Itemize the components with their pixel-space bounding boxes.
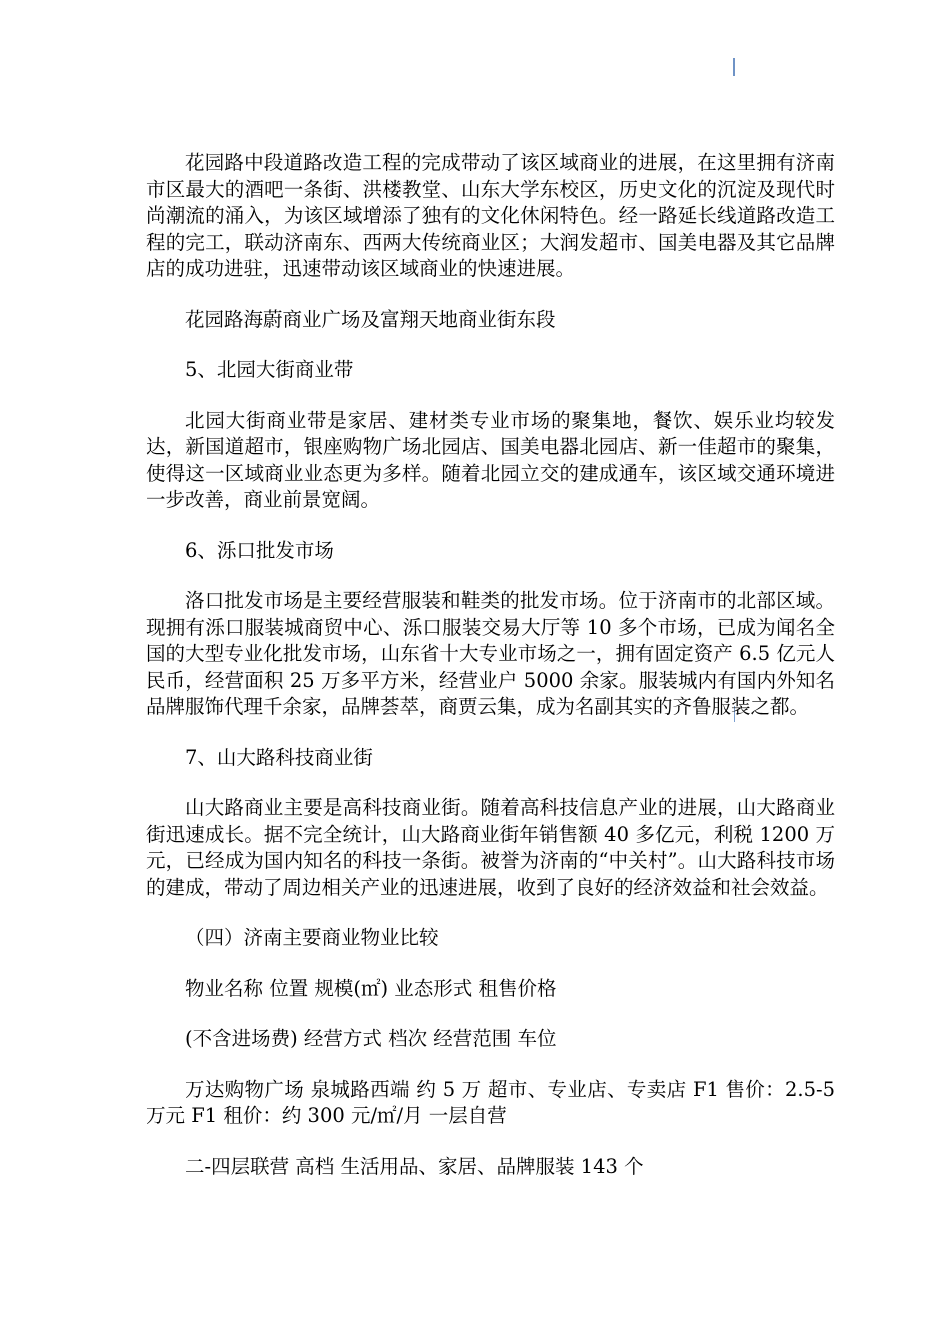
table-header-line-2: (不含进场费) 经营方式 档次 经营范围 车位 (185, 1027, 557, 1050)
table-header-line-1: 物业名称 位置 规模(㎡) 业态形式 租售价格 (185, 976, 557, 1000)
text-cursor-marker (733, 58, 735, 76)
table-row-wanda-plaza-continued: 二-四层联营 高档 生活用品、家居、品牌服装 143 个 (185, 1154, 644, 1178)
document-body (146, 150, 835, 1180)
heading-property-comparison: （四）济南主要商业物业比较 (185, 926, 439, 949)
paragraph-shanda-road: 山大路商业主要是高科技商业街。随着高科技信息产业的进展，山大路商业街迅速成长。据不完全统计，山大路商业街年销售额 40 多亿元，利税 1200 万元，已经成为国内知名的科技一条街。被誉为济南的“中关村”。山大路科技市场的建成，带动了周边相关产业的迅速进展，收到了良好的经济效益和社会效益。 (146, 796, 835, 899)
table-row-wanda-plaza: 万达购物广场 泉城路西端 约 5 万 超市、专业店、专卖店 F1 售价：2.5-5 万元 F1 租价：约 300 元/㎡/月 一层自营 (146, 1077, 835, 1127)
heading-beiyuan-street: 5、北园大街商业带 (185, 358, 354, 381)
paragraph-huayuan-road-intro: 花园路中段道路改造工程的完成带动了该区域商业的进展，在这里拥有济南市区最大的酒吧一条街、洪楼教堂、山东大学东校区，历史文化的沉淀及现代时尚潮流的涌入，为该区域增添了独有的文化休闲特色。经一路延长线道路改造工程的完工，联动济南东、西两大传统商业区；大润发超市、国美电器及其它品牌店的成功进驻，迅速带动该区域商业的快速进展。 (146, 151, 835, 280)
paragraph-huayuan-road-section: 花园路海蔚商业广场及富翔天地商业街东段 (185, 307, 556, 331)
paragraph-luokou-market: 洛口批发市场是主要经营服装和鞋类的批发市场。位于济南市的北部区域。现拥有泺口服装城商贸中心、泺口服装交易大厅等 10 多个市场，已成为闻名全国的大型专业化批发市场，山东省十大专业市场之一，拥有固定资产 6.5 亿元人民币，经营面积 25 万多平方米，经营业户 5000 余家。服装城内有国内外知名品牌服饰代理千余家，品牌荟萃，商贾云集，成为名副其实的齐鲁服装之都。 (146, 589, 835, 718)
heading-shanda-road: 7、山大路科技商业街 (185, 745, 373, 769)
paragraph-beiyuan-street: 北园大街商业带是家居、建材类专业市场的聚集地，餐饮、娱乐业均较发达，新国道超市，银座购物广场北园店、国美电器北园店、新一佳超市的聚集，使得这一区域商业业态更为多样。随着北园立交的建成通车，该区域交通环境进一步改善，商业前景宽阔。 (146, 408, 835, 511)
heading-luokou-market: 6、泺口批发市场 (185, 538, 334, 562)
